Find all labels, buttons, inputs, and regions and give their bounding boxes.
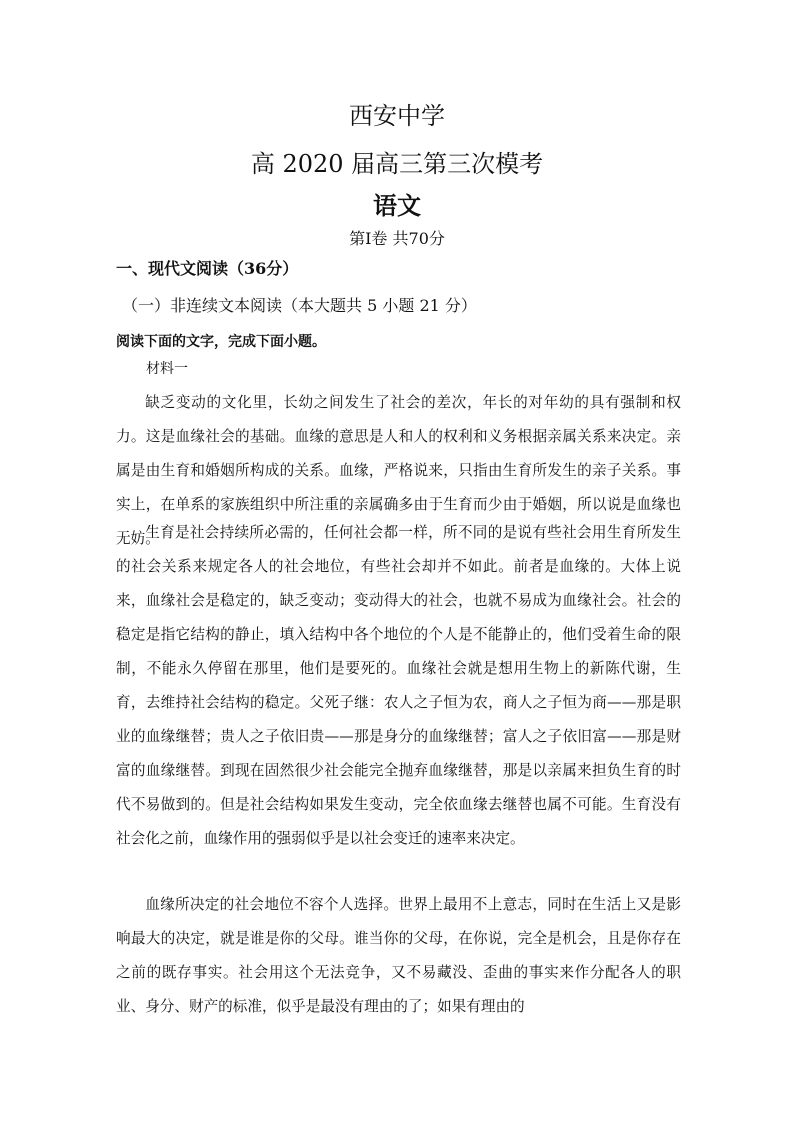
instruction-text: 阅读下面的文字，完成下面小题。 bbox=[116, 334, 326, 350]
paragraph-3: 血缘所决定的社会地位不容个人选择。世界上最用不上意志，同时在生活上又是影响最大的决定，就是谁是你的父母。谁当你的父母，在你说，完全是机会，且是你存在之前的既存事实。社会用这个无法竞争，又不易藏没、歪曲的事实来作分配各人的职业、身分、财产的标准，似乎是最没有理由的了；如果有理由的 bbox=[116, 896, 681, 1015]
paragraph-2: 生育是社会持续所必需的，任何社会都一样，所不同的是说有些社会用生育所发生的社会关系来规定各人的社会地位，有些社会却并不如此。前者是血缘的。大体上说来，血缘社会是稳定的，缺乏变动；变动得大的社会，也就不易成为血缘社会。社会的稳定是指它结构的静止，填入结构中各个地位的个人是不能静止的，他们受着生命的限制，不能永久停留在那里，他们是要死的。血缘社会就是想用生物上的新陈代谢，生育，去维持社会结构的稳定。父死子继：农人之子恒为农，商人之子恒为商——那是职业的血缘继替；贵人之子依旧贵——那是身分的血缘继替；富人之子依旧富——那是财富的血缘继替。到现在固然很少社会能完全抛弃血缘继替，那是以亲属来担负生育的时代不易做到的。但是社会结构如果发生变动，完全依血缘去继替也属不可能。生育没有社会化之前，血缘作用的强弱似乎是以社会变迁的速率来决定。 bbox=[116, 524, 681, 847]
subsection-heading: （一）非连续文本阅读（本大题共 5 小题 21 分） bbox=[122, 296, 477, 315]
subject-title: 语文 bbox=[373, 191, 421, 220]
volume-label: 第Ⅰ卷 共70分 bbox=[349, 229, 445, 248]
exam-title: 高 2020 届高三第三次模考 bbox=[250, 150, 544, 178]
school-name: 西安中学 bbox=[349, 102, 445, 130]
material-label: 材料一 bbox=[146, 361, 188, 377]
section-heading: 一、现代文阅读（36分） bbox=[116, 259, 299, 278]
paragraph-1: 缺乏变动的文化里，长幼之间发生了社会的差次，年长的对年幼的具有强制和权力。这是血缘社会的基础。血缘的意思是人和人的权利和义务根据亲属关系来决定。亲属是由生育和婚姻所构成的关系。血缘，严格说来，只指由生育所发生的亲子关系。事实上，在单系的家族组织中所注重的亲属确多由于生育而少由于婚姻，所以说是血缘也无妨。 bbox=[116, 394, 681, 547]
